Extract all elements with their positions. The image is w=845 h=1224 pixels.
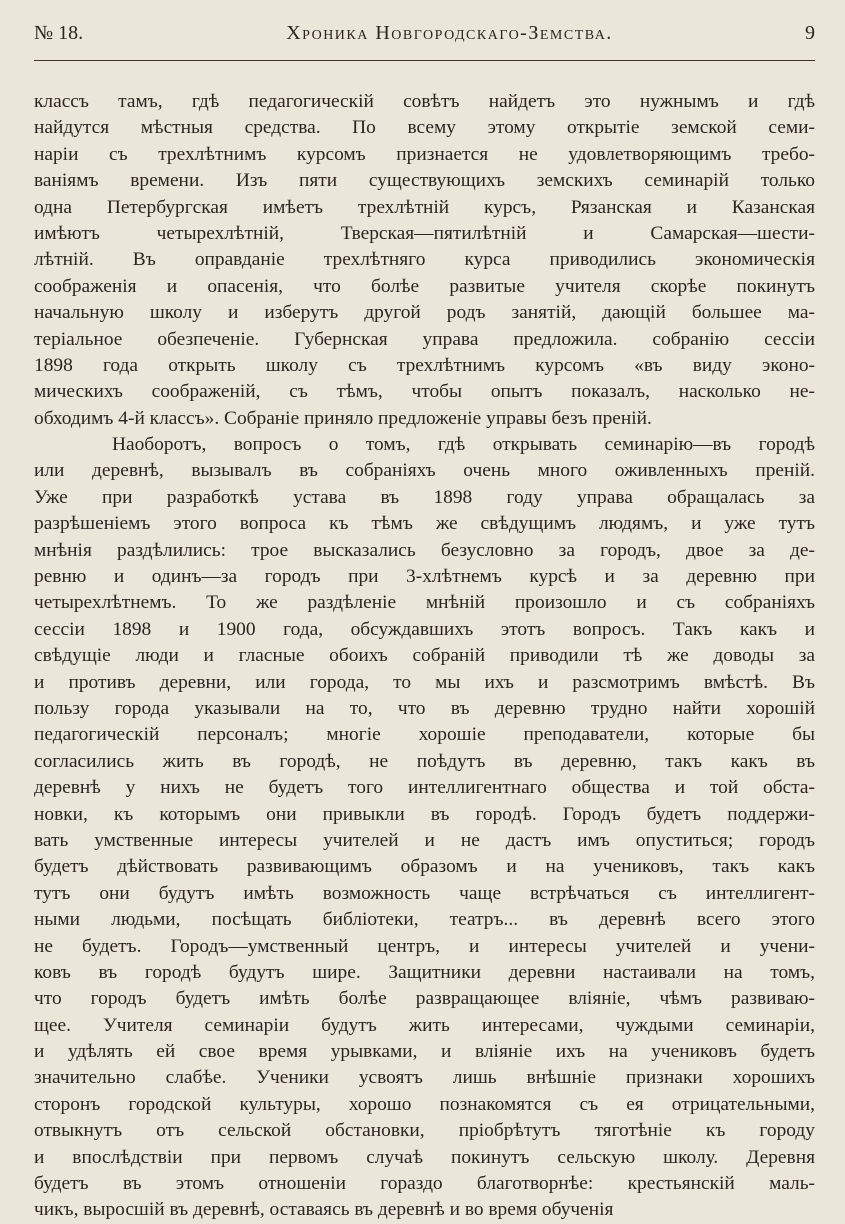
text-line: ными людьми, посѣщать библіотеки, театръ... въ деревнѣ всего этого xyxy=(34,909,815,931)
text-line: новки, къ которымъ они привыкли въ городѣ. Городъ будетъ поддержи- xyxy=(34,803,815,825)
header-rule xyxy=(34,60,815,61)
page-number: 9 xyxy=(805,22,815,44)
text-line: имѣютъ четырехлѣтній, Тверская—пятилѣтній и Самарская—шести- xyxy=(34,222,815,244)
page-header xyxy=(34,22,815,52)
text-line: сессіи 1898 и 1900 года, обсуждавшихъ этотъ вопросъ. Такъ какъ и xyxy=(34,618,815,640)
issue-number: № 18. xyxy=(34,22,84,44)
text-line: педагогическій персоналъ; многіе хорошіе преподаватели, которые бы xyxy=(34,724,815,746)
text-line: отвыкнутъ отъ сельской обстановки, пріобрѣтутъ тяготѣніе къ городу xyxy=(34,1120,815,1142)
text-line: найдутся мѣстныя средства. По всему этому открытіе земской семи- xyxy=(34,117,815,139)
text-line: и удѣлять ей свое время урывками, и вліяніе ихъ на учениковъ будетъ xyxy=(34,1041,815,1063)
text-line: что городъ будетъ имѣть болѣе развращающее вліяніе, чѣмъ развиваю- xyxy=(34,988,815,1010)
text-line: Уже при разработкѣ устава въ 1898 году управа обращалась за xyxy=(34,486,815,508)
text-line: начальную школу и изберутъ другой родъ занятій, дающій большее ма- xyxy=(34,302,815,324)
text-line: ваніямъ времени. Изъ пяти существующихъ земскихъ семинарій только xyxy=(34,170,815,192)
text-line: и впослѣдствіи при первомъ случаѣ покинутъ сельскую школу. Деревня xyxy=(34,1146,815,1168)
text-line: свѣдущіе люди и гласные обоихъ собраній приводили тѣ же доводы за xyxy=(34,645,815,667)
text-line: лѣтній. Въ оправданіе трехлѣтняго курса приводились экономическія xyxy=(34,249,815,271)
text-line: мическихъ соображеній, съ тѣмъ, чтобы опытъ показалъ, насколько не- xyxy=(34,381,815,403)
text-line: четырехлѣтнемъ. То же раздѣленіе мнѣній произошло и съ собраніяхъ xyxy=(34,592,815,614)
text-line: сторонъ городской культуры, хорошо познакомятся съ ея отрицательными, xyxy=(34,1093,815,1115)
text-line: разрѣшеніемъ этого вопроса къ тѣмъ же свѣдущимъ людямъ, и уже тутъ xyxy=(34,513,815,535)
text-line: или деревнѣ, вызывалъ въ собраніяхъ очень много оживленныхъ преній. xyxy=(34,460,815,482)
text-line: будетъ въ этомъ отношеніи гораздо благотворнѣе: крестьянскій маль- xyxy=(34,1173,815,1195)
text-line: и противъ деревни, или города, то мы ихъ и разсмотримъ вмѣстѣ. Въ xyxy=(34,671,815,693)
text-line: тутъ они будутъ имѣть возможность чаще встрѣчаться съ интеллигент- xyxy=(34,882,815,904)
text-line: наріи съ трехлѣтнимъ курсомъ признается не удовлетворяющимъ требо- xyxy=(34,143,815,165)
text-line: классъ тамъ, гдѣ педагогическій совѣтъ найдетъ это нужнымъ и гдѣ xyxy=(34,91,815,112)
text-body xyxy=(34,89,815,1224)
text-line: 1898 года открыть школу съ трехлѣтнимъ курсомъ «въ виду эконо- xyxy=(34,354,815,376)
text-line: деревнѣ у нихъ не будетъ того интеллигентнаго общества и той обста- xyxy=(34,777,815,799)
text-line: согласились жить въ городѣ, не поѣдутъ въ деревню, такъ какъ въ xyxy=(34,750,815,772)
text-line: ковъ въ городѣ будутъ шире. Защитники деревни настаивали на томъ, xyxy=(34,961,815,983)
text-line: одна Петербургская имѣетъ трехлѣтній курсъ, Рязанская и Казанская xyxy=(34,196,815,218)
text-line: Наоборотъ, вопросъ о томъ, гдѣ открывать семинарію—въ городѣ xyxy=(112,434,815,456)
text-line: теріальное обезпеченіе. Губернская управа предложила. собранію сессіи xyxy=(34,328,815,350)
text-line: обходимъ 4-й классъ». Собраніе приняло предложеніе управы безъ преній. xyxy=(34,407,652,429)
text-line: мнѣнія раздѣлились: трое высказались безусловно за городъ, двое за де- xyxy=(34,539,815,561)
running-title: Хроника Новгородскаго-Земства. xyxy=(286,22,613,44)
text-line: соображенія и опасенія, что болѣе развитые учителя скорѣе покинутъ xyxy=(34,275,815,297)
text-line: щее. Учителя семинаріи будутъ жить интересами, чуждыми семинаріи, xyxy=(34,1014,815,1036)
text-line: не будетъ. Городъ—умственный центръ, и интересы учителей и учени- xyxy=(34,935,815,957)
text-line: пользу города указывали на то, что въ деревню трудно найти хорошій xyxy=(34,697,815,719)
text-line: чикъ, выросшій въ деревнѣ, оставаясь въ деревнѣ и во время обученія xyxy=(34,1199,614,1221)
text-line: ревню и одинъ—за городъ при 3-хлѣтнемъ курсѣ и за деревню при xyxy=(34,566,815,588)
text-line: вать умственные интересы учителей и не дастъ имъ опуститься; городъ xyxy=(34,829,815,851)
text-line: будетъ дѣйствовать развивающимъ образомъ и на учениковъ, такъ какъ xyxy=(34,856,815,878)
text-line: значительно слабѣе. Ученики усвоятъ лишь внѣшніе признаки хорошихъ xyxy=(34,1067,815,1089)
